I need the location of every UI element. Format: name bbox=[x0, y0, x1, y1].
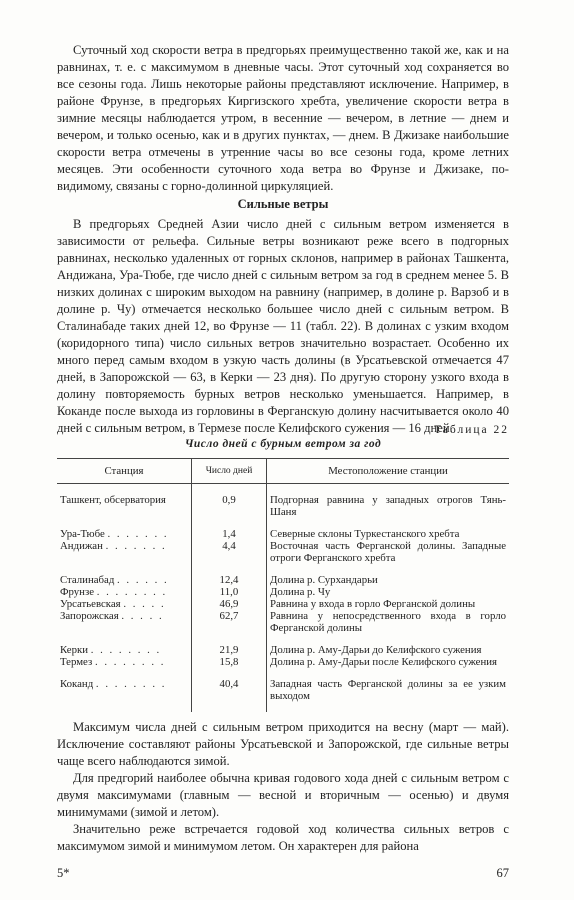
page-number: 67 bbox=[496, 866, 509, 880]
days-value: 40,4 bbox=[192, 678, 267, 702]
signature-mark: 5* bbox=[57, 866, 70, 880]
station-cell bbox=[57, 656, 192, 668]
location-cell: Долина р. Чу bbox=[270, 586, 331, 598]
table-title: Число дней с бурным ветром за год bbox=[184, 438, 382, 450]
section-heading-block bbox=[57, 196, 509, 212]
station-cell bbox=[57, 494, 192, 518]
table-number: Таблица 22 bbox=[434, 424, 509, 436]
conclusion-text-block bbox=[57, 719, 509, 855]
table-block bbox=[57, 424, 509, 714]
leader-dots: . . . . . bbox=[121, 610, 164, 622]
days-value: 11,0 bbox=[192, 586, 267, 598]
station-cell bbox=[57, 574, 192, 586]
table-row bbox=[57, 574, 509, 586]
location-cell: Северные склоны Туркестанского хребта bbox=[270, 528, 460, 540]
leader-dots: . . . . . . . . bbox=[95, 678, 167, 690]
days-value: 12,4 bbox=[192, 574, 267, 586]
section-title: Сильные ветры bbox=[237, 197, 329, 211]
location-cell: Равнина у входа в горло Ферганской долины bbox=[270, 598, 476, 610]
days-value: 0,9 bbox=[192, 494, 267, 518]
days-value: 4,4 bbox=[192, 540, 267, 564]
leader-dots: . . . . . . bbox=[117, 574, 169, 586]
leader-dots: . . . . . . . bbox=[107, 528, 169, 540]
paragraph-two-maxima: Для предгорий наиболее обычна кривая годового хода дней с сильным ветром с двумя максимумами (главным — весной и вторичным — осенью) и двумя минимумами (зимой и летом). bbox=[57, 771, 509, 819]
location-cell: Долина р. Сурхандарьи bbox=[270, 574, 378, 586]
station-name: Урсатьевская bbox=[60, 598, 121, 610]
table-spacer-row bbox=[57, 668, 509, 678]
location-cell: Равнина у непосредственного входа в горло Ферганской долины bbox=[270, 610, 506, 634]
location-cell: Восточная часть Ферганской долины. Западные отроги Ферганского хребта bbox=[270, 540, 506, 564]
table-header-row bbox=[57, 459, 509, 484]
table-body bbox=[57, 484, 509, 713]
station-name: Ура-Тюбе bbox=[60, 528, 105, 540]
station-cell bbox=[57, 528, 192, 540]
wind-days-table bbox=[57, 458, 509, 712]
station-name: Сталинабад bbox=[60, 574, 115, 586]
table-row bbox=[57, 528, 509, 540]
leader-dots: . . . . . . . . bbox=[90, 644, 162, 656]
station-name: Запорожская bbox=[60, 610, 119, 622]
leader-dots: . . . . . . . bbox=[105, 540, 167, 552]
location-cell: Долина р. Аму-Дарьи после Келифского сужения bbox=[270, 656, 497, 668]
station-cell bbox=[57, 678, 192, 702]
table-row bbox=[57, 644, 509, 656]
station-name: Коканд bbox=[60, 678, 94, 690]
location-cell: Подгорная равнина у западных отрогов Тянь-Шаня bbox=[270, 494, 506, 518]
station-cell bbox=[57, 586, 192, 598]
days-value: 21,9 bbox=[192, 644, 267, 656]
station-cell bbox=[57, 610, 192, 634]
table-spacer-row bbox=[57, 518, 509, 528]
station-name: Термез bbox=[60, 656, 93, 668]
station-name: Фрунзе bbox=[60, 586, 95, 598]
table-spacer-row bbox=[57, 634, 509, 644]
header-location: Местоположение станции bbox=[267, 459, 510, 484]
leader-dots: . . . . . bbox=[123, 598, 166, 610]
station-cell bbox=[57, 540, 192, 564]
table-spacer-row bbox=[57, 564, 509, 574]
table-row bbox=[57, 494, 509, 518]
table-row bbox=[57, 598, 509, 610]
table-row bbox=[57, 656, 509, 668]
days-value: 1,4 bbox=[192, 528, 267, 540]
days-value: 15,8 bbox=[192, 656, 267, 668]
station-name: Керки bbox=[60, 644, 89, 656]
table-row bbox=[57, 610, 509, 634]
station-name: Ташкент, обсерватория bbox=[60, 494, 166, 506]
station-cell bbox=[57, 598, 192, 610]
strong-winds-text-block bbox=[57, 216, 509, 437]
table-row bbox=[57, 586, 509, 598]
header-days: Число дней bbox=[192, 459, 267, 484]
leader-dots: . . . . . . . . bbox=[96, 586, 168, 598]
paragraph-spring-maximum: Максимум числа дней с сильным ветром приходится на весну (март — май). Исключение составляют районы Урсатьевской и Запорожской, где сильные ветры чаще всего наблюдаются зимой. bbox=[57, 720, 509, 768]
location-cell: Западная часть Ферганской долины за ее узким выходом bbox=[270, 678, 506, 702]
paragraph-strong-winds: В предгорьях Средней Азии число дней с сильным ветром изменяется в зависимости от рельефа. Сильные ветры возникают реже всего в подгорных равнинах, несколько удаленных от горных склонов, например в районах Ташкента, Андижана, Ура-Тюбе, где число дней с сильным ветром за год в среднем менее 5. В низких долинах с широким выходом на равнину (например, в долине р. Варзоб и в долине р. Чу) отмечается несколько большее число дней с сильным ветром. В Сталинабаде таких дней 12, во Фрунзе — 11 (табл. 22). В долинах с узким входом (коридорного типа) число сильных ветров значительно возрастает. Особенно их много перед самым входом в узкую часть долины (в Урсатьевской отмечается 47 дней, в Запорожской — 63, в Керки — 23 дня). По другую сторону узкого входа в долину повторяемость бурных ветров несколько уменьшается. Например, в Коканде после выхода из горловины в Ферганскую долину насчитывается около 40 дней с сильным ветром, в Термезе после Келифского сужения — 16 дней. bbox=[57, 217, 509, 435]
table-row bbox=[57, 678, 509, 702]
station-name: Андижан bbox=[60, 540, 103, 552]
paragraph-diurnal-wind: Суточный ход скорости ветра в предгорьях преимущественно такой же, как и на равнинах, т. е. с максимумом в дневные часы. Этот суточный ход сохраняется во все сезоны года. Лишь некоторые районы представляют исключение. Например, в районе Фрунзе, в предгорьях Киргизского хребта, увеличение скорости ветра в зимние месяцы наблюдается утром, в весенние — вечером, в летние — днем и вечером, и только осенью, как и в других пунктах, — днем. В Джизаке наибольшие скорости ветра отмечены в утренние часы во все сезоны года, кроме летних месяцев. Эти особенности суточного хода ветра во Фрунзе и Джизаке, по-видимому, связаны с горно-долинной циркуляцией. bbox=[57, 43, 509, 193]
table-spacer-row bbox=[57, 484, 509, 495]
intro-text-block bbox=[57, 42, 509, 195]
table-spacer-row bbox=[57, 702, 509, 712]
station-cell bbox=[57, 644, 192, 656]
location-cell: Долина р. Аму-Дарьи до Келифского сужения bbox=[270, 644, 482, 656]
paragraph-winter-maximum: Значительно реже встречается годовой ход количества сильных ветров с максимумом зимой и минимумом летом. Он характерен для района bbox=[57, 822, 509, 853]
leader-dots: . . . . . . . . bbox=[94, 656, 166, 668]
table-row bbox=[57, 540, 509, 564]
days-value: 62,7 bbox=[192, 610, 267, 634]
header-station: Станция bbox=[57, 459, 192, 484]
days-value: 46,9 bbox=[192, 598, 267, 610]
